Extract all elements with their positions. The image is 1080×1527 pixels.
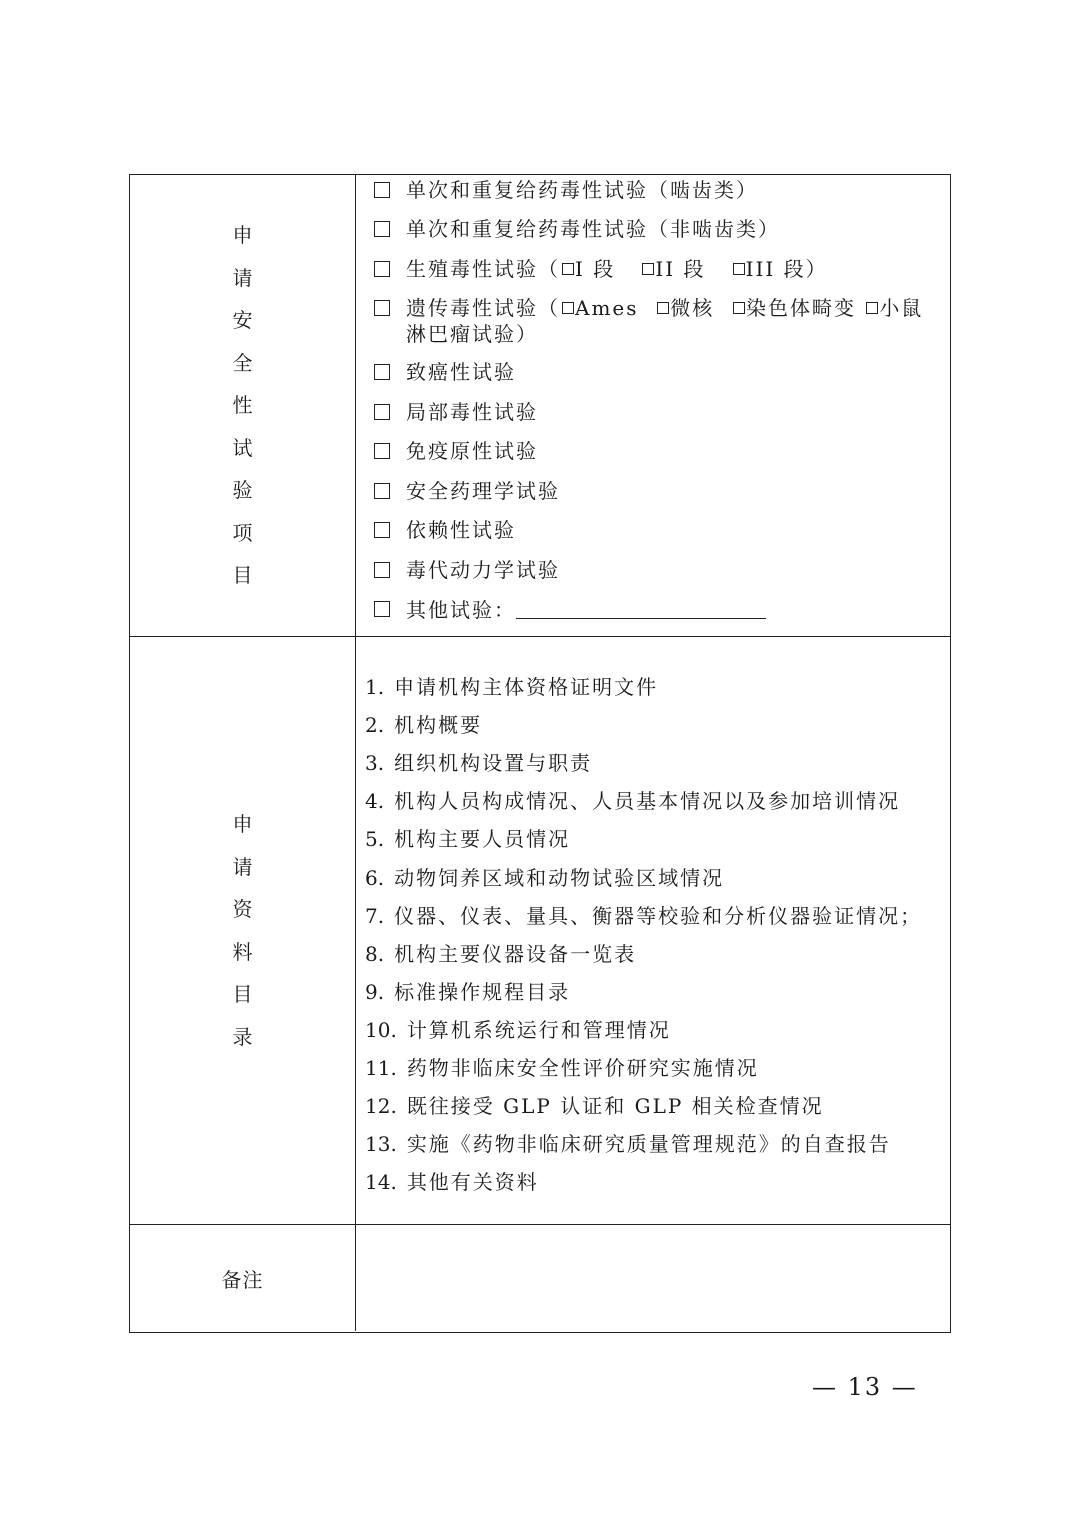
material-item bbox=[365, 1131, 942, 1157]
checkbox[interactable] bbox=[374, 364, 390, 380]
other-tests-fill-line[interactable] bbox=[516, 596, 766, 619]
materials-section bbox=[130, 637, 950, 1225]
material-item-text: 机构主要人员情况 bbox=[394, 827, 571, 851]
material-item bbox=[365, 979, 942, 1005]
material-item-text: 机构人员构成情况、人员基本情况以及参加培训情况 bbox=[394, 789, 901, 813]
remarks-field[interactable] bbox=[356, 1225, 950, 1331]
material-item-text: 其他有关资料 bbox=[406, 1170, 539, 1194]
safety-test-label bbox=[406, 295, 942, 347]
safety-test-label: 单次和重复给药毒性试验（啮齿类） bbox=[406, 178, 758, 202]
checkbox[interactable] bbox=[374, 522, 390, 538]
safety-test-label bbox=[406, 256, 942, 282]
material-item-number: 2. bbox=[365, 713, 385, 737]
material-item-number: 14. bbox=[365, 1170, 397, 1194]
genetic-toxicity-prefix: 遗传毒性试验（ bbox=[406, 296, 560, 320]
safety-tests-section bbox=[130, 175, 950, 637]
safety-test-item[interactable] bbox=[374, 256, 942, 282]
remarks-label: 备注 bbox=[221, 1267, 264, 1292]
materials-label-cell bbox=[130, 637, 356, 1224]
checkbox[interactable] bbox=[374, 404, 390, 420]
safety-test-item[interactable] bbox=[374, 177, 942, 203]
safety-test-item[interactable] bbox=[374, 399, 942, 425]
safety-test-item[interactable] bbox=[374, 359, 942, 385]
checkbox[interactable] bbox=[374, 221, 390, 237]
sub-option-label: III 段 bbox=[745, 257, 806, 281]
safety-test-label: 免疫原性试验 bbox=[406, 439, 538, 463]
safety-tests-label: 申请安全性试验项目 bbox=[232, 223, 253, 588]
material-item bbox=[365, 903, 942, 929]
application-form-table bbox=[129, 174, 951, 1333]
sub-checkbox[interactable] bbox=[642, 263, 654, 275]
safety-tests-content bbox=[356, 175, 950, 636]
material-item-number: 8. bbox=[365, 942, 385, 966]
material-item bbox=[365, 865, 942, 891]
sub-option-label: 小鼠淋巴瘤试验 bbox=[406, 296, 924, 346]
safety-test-label bbox=[406, 596, 942, 623]
sub-option-label: II 段 bbox=[655, 257, 706, 281]
safety-test-item[interactable] bbox=[374, 596, 942, 623]
safety-test-item[interactable] bbox=[374, 438, 942, 464]
remarks-label-cell bbox=[130, 1225, 356, 1331]
sub-option-label: 染色体畸变 bbox=[745, 296, 856, 320]
materials-label: 申请资料目录 bbox=[232, 812, 253, 1049]
safety-test-item[interactable] bbox=[374, 557, 942, 583]
sub-checkbox[interactable] bbox=[866, 302, 878, 314]
materials-content bbox=[356, 637, 950, 1224]
material-item-number: 12. bbox=[365, 1094, 397, 1118]
checkbox[interactable] bbox=[374, 261, 390, 277]
material-item bbox=[365, 712, 942, 738]
material-item-number: 5. bbox=[365, 827, 385, 851]
checkbox[interactable] bbox=[374, 182, 390, 198]
safety-test-item[interactable] bbox=[374, 517, 942, 543]
safety-test-label: 局部毒性试验 bbox=[406, 400, 538, 424]
reproductive-toxicity-prefix: 生殖毒性试验（ bbox=[406, 257, 560, 281]
material-item bbox=[365, 941, 942, 967]
sub-option-label: Ames bbox=[575, 296, 639, 320]
sub-option-label: 微核 bbox=[670, 296, 715, 320]
safety-test-label: 致癌性试验 bbox=[406, 360, 516, 384]
safety-tests-label-cell bbox=[130, 175, 356, 636]
material-item bbox=[365, 1055, 942, 1081]
material-item bbox=[365, 1017, 942, 1043]
material-item-number: 1. bbox=[365, 675, 385, 699]
material-item-number: 10. bbox=[365, 1018, 397, 1042]
material-item bbox=[365, 826, 942, 852]
material-item-number: 9. bbox=[365, 980, 385, 1004]
checkbox[interactable] bbox=[374, 483, 390, 499]
page-number: — 13 — bbox=[812, 1373, 918, 1401]
material-item-text: 机构概要 bbox=[394, 713, 483, 737]
safety-test-item[interactable] bbox=[374, 216, 942, 242]
safety-test-item[interactable] bbox=[374, 478, 942, 504]
safety-test-label: 依赖性试验 bbox=[406, 518, 516, 542]
material-item-text: 既往接受 GLP 认证和 GLP 相关检查情况 bbox=[406, 1094, 824, 1118]
checkbox[interactable] bbox=[374, 300, 390, 316]
material-item-text: 仪器、仪表、量具、衡器等校验和分析仪器验证情况； bbox=[394, 904, 923, 928]
sub-checkbox[interactable] bbox=[562, 302, 574, 314]
safety-test-label: 单次和重复给药毒性试验（非啮齿类） bbox=[406, 217, 780, 241]
remarks-section bbox=[130, 1225, 950, 1331]
material-item-number: 6. bbox=[365, 866, 385, 890]
sub-checkbox[interactable] bbox=[733, 302, 745, 314]
checkbox[interactable] bbox=[374, 443, 390, 459]
material-item bbox=[365, 674, 942, 700]
material-item bbox=[365, 788, 942, 814]
material-item-number: 13. bbox=[365, 1132, 397, 1156]
other-tests-label: 其他试验： bbox=[406, 598, 516, 622]
material-item bbox=[365, 1169, 942, 1195]
safety-test-label: 毒代动力学试验 bbox=[406, 558, 560, 582]
material-item-number: 4. bbox=[365, 789, 385, 813]
safety-test-item[interactable] bbox=[374, 295, 942, 347]
material-item-number: 3. bbox=[365, 751, 385, 775]
material-item bbox=[365, 750, 942, 776]
sub-checkbox[interactable] bbox=[733, 263, 745, 275]
genetic-toxicity-suffix: ） bbox=[516, 322, 538, 346]
material-item-text: 计算机系统运行和管理情况 bbox=[406, 1018, 671, 1042]
checkbox[interactable] bbox=[374, 601, 390, 617]
material-item-text: 组织机构设置与职责 bbox=[394, 751, 593, 775]
material-item-number: 11. bbox=[365, 1056, 397, 1080]
material-item-text: 机构主要仪器设备一览表 bbox=[394, 942, 637, 966]
safety-test-label: 安全药理学试验 bbox=[406, 479, 560, 503]
material-item bbox=[365, 1093, 942, 1119]
checkbox[interactable] bbox=[374, 562, 390, 578]
sub-checkbox[interactable] bbox=[562, 263, 574, 275]
sub-option-label: I 段 bbox=[575, 257, 616, 281]
sub-checkbox[interactable] bbox=[657, 302, 669, 314]
material-item-text: 实施《药物非临床研究质量管理规范》的自查报告 bbox=[406, 1132, 891, 1156]
material-item-text: 动物饲养区域和动物试验区域情况 bbox=[394, 866, 725, 890]
material-item-text: 标准操作规程目录 bbox=[394, 980, 571, 1004]
material-item-text: 药物非临床安全性评价研究实施情况 bbox=[406, 1056, 759, 1080]
material-item-text: 申请机构主体资格证明文件 bbox=[394, 675, 659, 699]
reproductive-toxicity-suffix: ） bbox=[805, 257, 828, 281]
material-item-number: 7. bbox=[365, 904, 385, 928]
